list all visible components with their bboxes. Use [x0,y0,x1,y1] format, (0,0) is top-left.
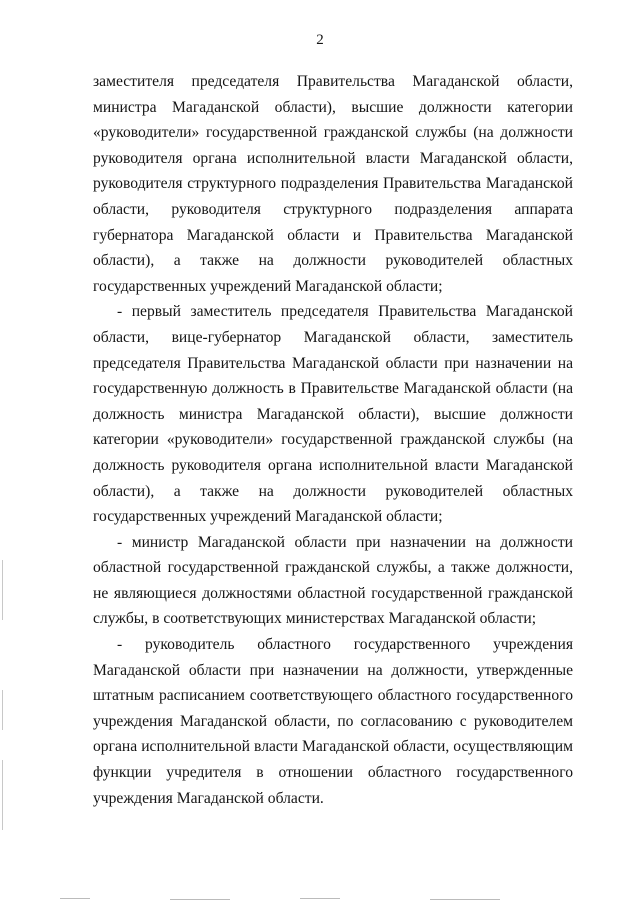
scan-speck [300,898,340,899]
scan-edge-mark [2,760,3,830]
paragraph-first-deputy: - первый заместитель председателя Правительства Магаданской области, вице-губернатор Магаданской области, заместитель председателя Правительства Магаданской области при назначении на государственную должность в Правительстве Магаданской области (на должность министра Магаданской области), высшие должности категории «руководители» государственной гражданской службы (на должность руководителя органа исполнительной власти Магаданской области), а также на должности руководителей областных государственных учреждений Магаданской области; [93,303,573,526]
scan-edge-mark [2,690,3,730]
scan-speck [170,899,230,900]
document-body [93,69,573,811]
paragraph-continuation: заместителя председателя Правительства Магаданской области, министра Магаданской области), высшие должности категории «руководители» государственной гражданской службы (на должности руководителя органа исполнительной власти Магаданской области, руководителя структурного подразделения Правительства Магаданской области, руководителя структурного подразделения аппарата губернатора Магаданской области и Правительства Магаданской области), а также на должности руководителей областных государственных учреждений Магаданской области; [93,73,573,295]
paragraph-minister: - министр Магаданской области при назначении на должности областной государственной гражданской службы, а также должности, не являющиеся должностями областной государственной гражданской службы, в соответствующих министерствах Магаданской области; [93,533,573,628]
scan-edge-mark [2,560,3,620]
scan-speck [430,899,500,900]
scan-speck [60,898,90,899]
page-number: 2 [316,32,324,48]
paragraph-institution-head: - руководитель областного государственного учреждения Магаданской области при назначении на должности, утвержденные штатным расписанием соответствующего областного государственного учреждения Магаданской области, по согласованию с руководителем органа исполнительной власти Магаданской области, осуществляющим функции учредителя в отношении областного государственного учреждения Магаданской области. [93,636,573,807]
